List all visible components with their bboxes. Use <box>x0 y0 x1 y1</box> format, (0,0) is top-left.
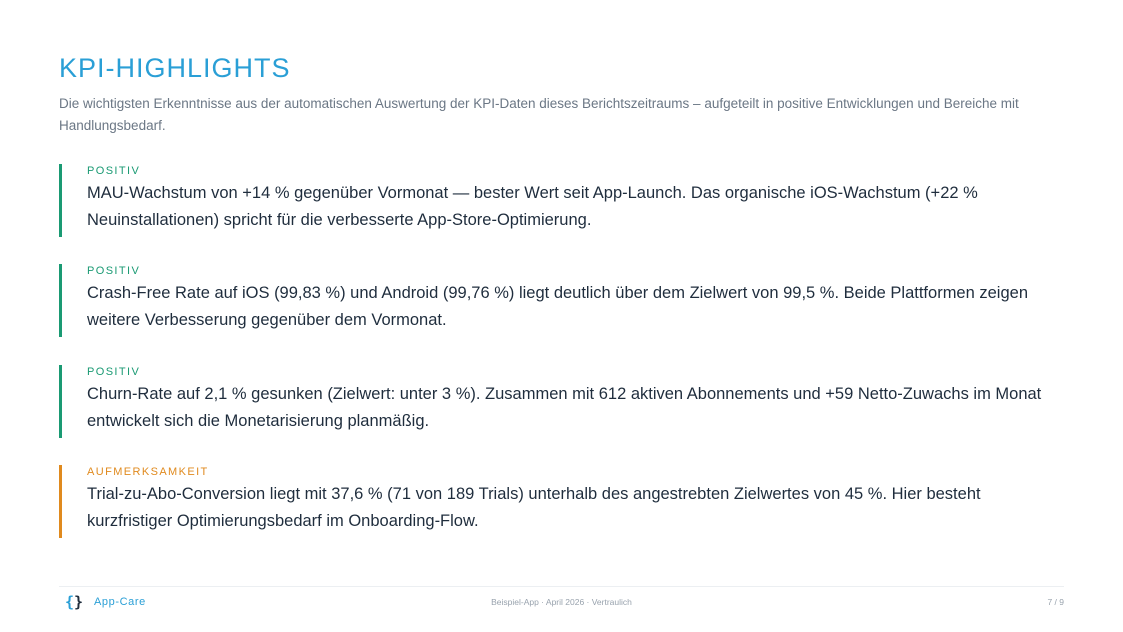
highlight-text: Trial-zu-Abo-Conversion liegt mit 37,6 % (71 von 189 Trials) unterhalb des angestrebten Zielwertes von 45 %. Hier besteht kurzfristiger Optimierungsbedarf im Onboarding-Flow. <box>87 485 981 530</box>
highlight-text: MAU-Wachstum von +14 % gegenüber Vormonat — bester Wert seit App-Launch. Das organische iOS-Wachstum (+22 % Neuinstallationen) spricht für die verbesserte App-Store-Optimierung. <box>87 184 978 229</box>
highlight-tag: POSITIV <box>87 366 141 378</box>
footer-brand: App-Care <box>94 596 146 608</box>
highlight-positive-churn <box>59 365 1069 438</box>
highlight-text: Churn-Rate auf 2,1 % gesunken (Zielwert: unter 3 %). Zusammen mit 612 aktiven Abonnements und +59 Netto-Zuwachs im Monat entwickelt sich die Monetarisierung planmäßig. <box>87 385 1042 430</box>
highlight-text: Crash-Free Rate auf iOS (99,83 %) und Android (99,76 %) liegt deutlich über dem Zielwert von 99,5 %. Beide Plattformen zeigen weitere Verbesserung gegenüber dem Vormonat. <box>87 284 1028 329</box>
highlight-attention-conversion <box>59 465 1069 538</box>
page-intro: Die wichtigsten Erkenntnisse aus der automatischen Auswertung der KPI-Daten dieses Berichtszeitraums – aufgeteilt in positive Entwicklungen und Bereiche mit Handlungsbedarf. <box>59 96 1019 133</box>
highlight-positive-mau <box>59 164 1069 237</box>
highlight-tag: POSITIV <box>87 165 141 177</box>
highlight-positive-crash-free <box>59 264 1069 337</box>
highlight-tag: POSITIV <box>87 265 141 277</box>
highlight-tag: AUFMERKSAMKEIT <box>87 466 209 478</box>
page-number: 7 / 9 <box>1047 597 1064 607</box>
logo-brace-close: } <box>74 593 84 611</box>
footer-info: Beispiel-App · April 2026 · Vertraulich <box>491 597 632 607</box>
page-title: KPI-HIGHLIGHTS <box>59 53 291 83</box>
footer-divider <box>59 586 1064 587</box>
logo-brace-open: { <box>65 593 75 611</box>
